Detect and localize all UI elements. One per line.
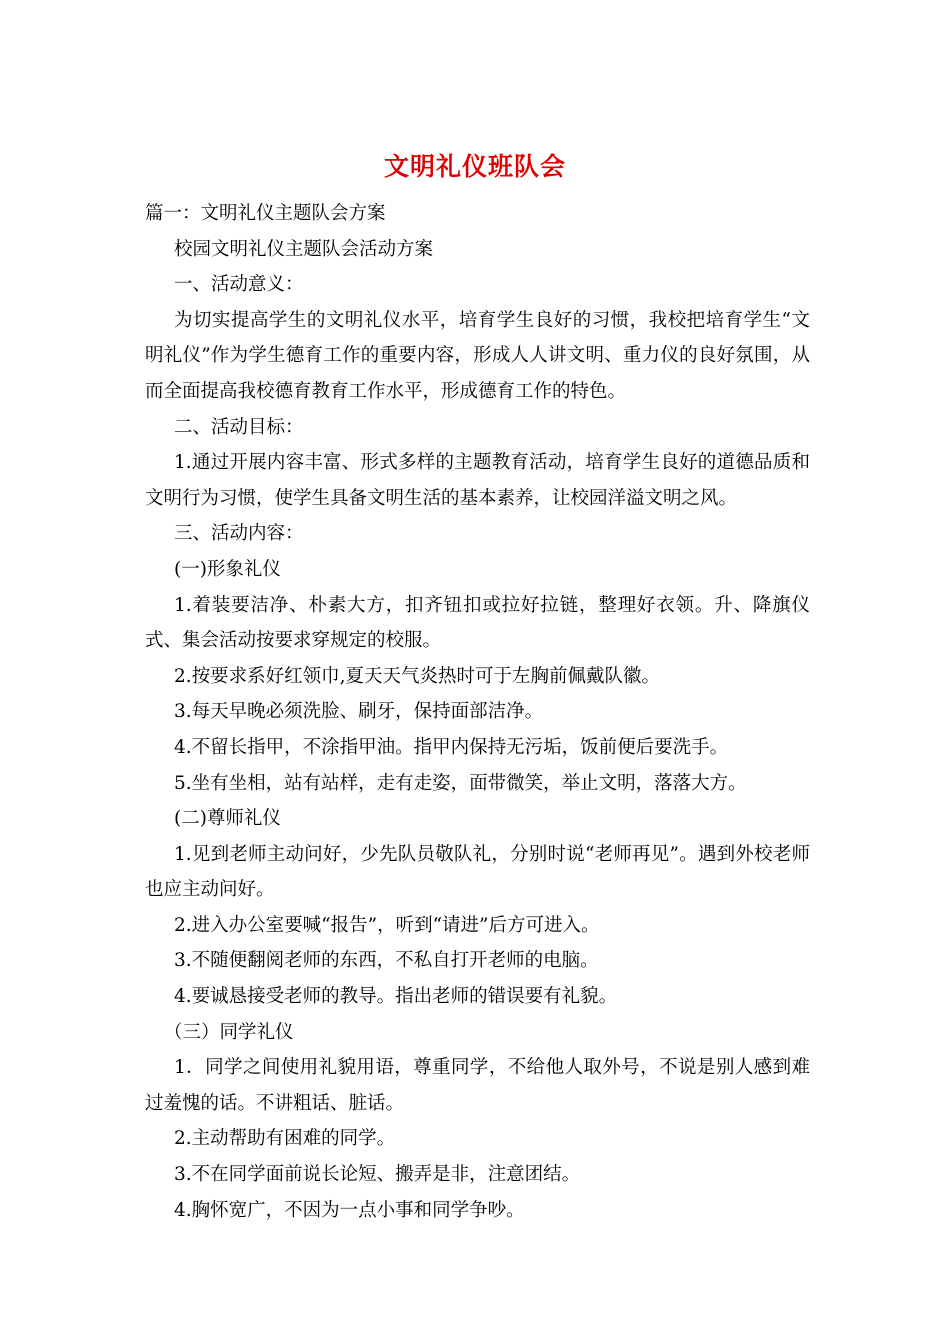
document-body — [145, 196, 810, 1228]
paragraph: 4.要诚恳接受老师的教导。指出老师的错误要有礼貌。 — [174, 986, 618, 1008]
paragraph: 1.着装要洁净、朴素大方，扣齐钮扣或拉好拉链，整理好衣领。升、降旗仪式、集会活动按要求穿规定的校服。 — [145, 594, 810, 652]
paragraph: 3.每天早晚必须洗脸、刷牙，保持面部洁净。 — [174, 701, 544, 723]
paragraph: 5.坐有坐相，站有站样，走有走姿，面带微笑，举止文明，落落大方。 — [174, 772, 747, 794]
paragraph: 校园文明礼仪主题队会活动方案 — [174, 238, 434, 260]
paragraph: 1．同学之间使用礼貌用语，尊重同学，不给他人取外号，不说是别人感到难过羞愧的话。不讲粗话、脏话。 — [145, 1057, 810, 1114]
paragraph: 2.按要求系好红领巾,夏天天气炎热时可于左胸前佩戴队徽。 — [174, 665, 661, 687]
paragraph: 一、活动意义： — [174, 274, 304, 296]
paragraph: （三）同学礼仪 — [164, 1021, 294, 1043]
paragraph: 3.不在同学面前说长论短、搬弄是非，注意团结。 — [174, 1164, 581, 1186]
document-title: 文明礼仪班队会 — [383, 152, 566, 181]
section-heading: 篇一：文明礼仪主题队会方案 — [145, 203, 386, 224]
paragraph: 2.主动帮助有困难的同学。 — [174, 1128, 396, 1150]
paragraph: (二)尊师礼仪 — [174, 808, 281, 830]
paragraph: (一)形象礼仪 — [174, 558, 281, 580]
paragraph: 4.胸怀宽广，不因为一点小事和同学争吵。 — [174, 1199, 525, 1221]
paragraph: 二、活动目标： — [174, 416, 304, 438]
paragraph: 2.进入办公室要喊“报告”，听到“请进”后方可进入。 — [174, 914, 600, 936]
paragraph: 3.不随便翻阅老师的东西，不私自打开老师的电脑。 — [174, 950, 599, 972]
paragraph: 三、活动内容： — [174, 523, 304, 545]
paragraph: 4.不留长指甲，不涂指甲油。指甲内保持无污垢，饭前便后要洗手。 — [174, 736, 729, 758]
paragraph: 1.通过开展内容丰富、形式多样的主题教育活动，培育学生良好的道德品质和文明行为习惯，使学生具备文明生活的基本素养，让校园洋溢文明之风。 — [145, 452, 810, 509]
paragraph: 1.见到老师主动问好，少先队员敬队礼，分别时说“老师再见”。遇到外校老师也应主动问好。 — [145, 843, 810, 901]
paragraph: 为切实提高学生的文明礼仪水平，培育学生良好的习惯，我校把培育学生“文明礼仪”作为学生德育工作的重要内容，形成人人讲文明、重力仪的良好氛围，从而全面提高我校德育教育工作水平，形成德育工作的特色。 — [145, 309, 810, 402]
